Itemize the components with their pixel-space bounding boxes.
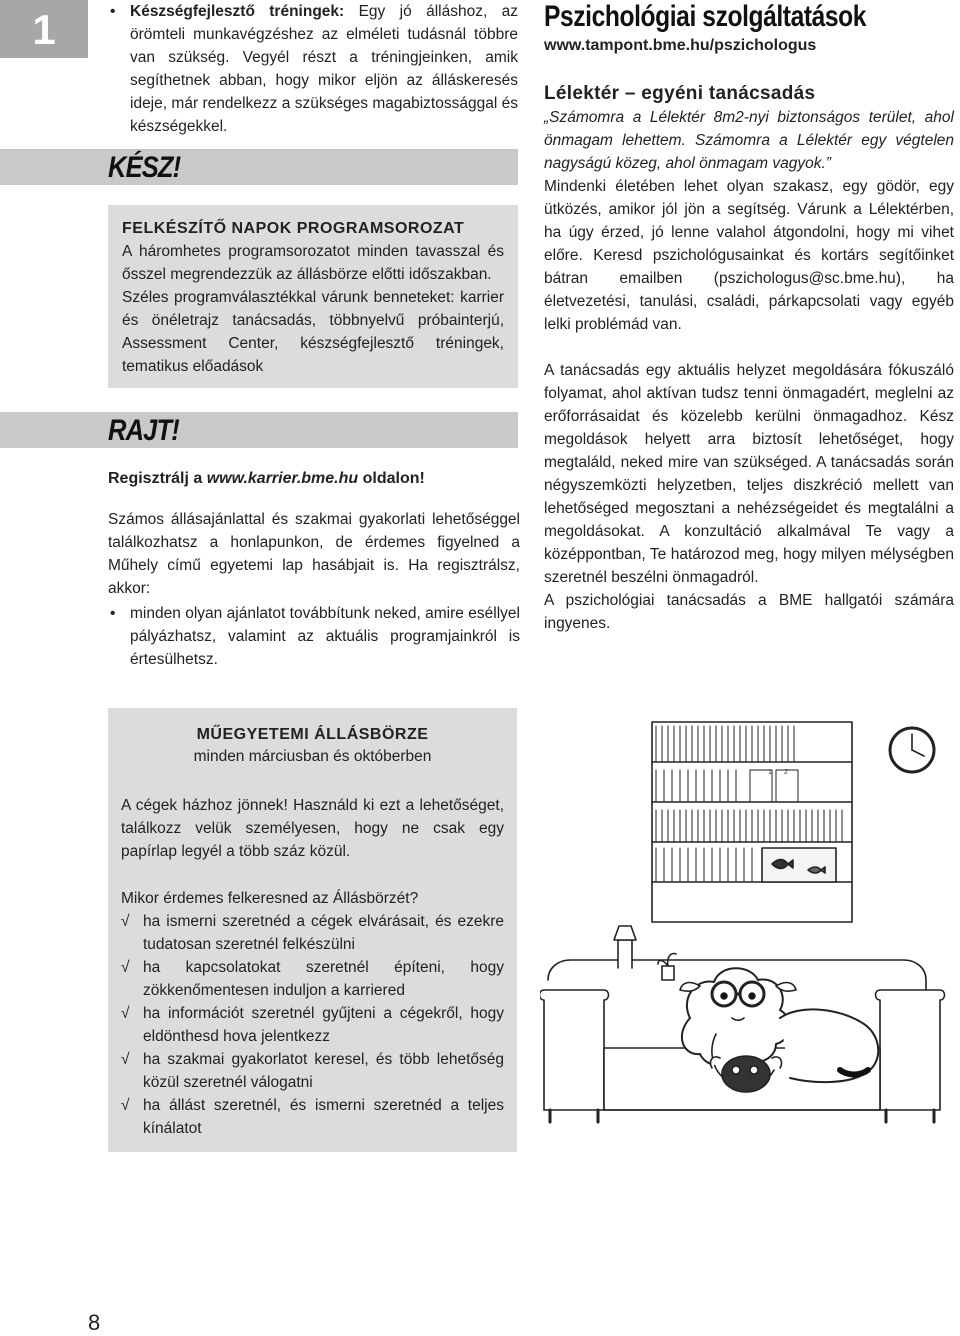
register-pre: Regisztrálj a xyxy=(108,470,207,487)
register-section xyxy=(108,468,520,671)
skills-bullet-text: Egy jó álláshoz, az örömteli munkavégzéshez az elméleti tudásnál többre van szükség. Vegyél részt a tréningjeinken, amik segíthetnek abban, hogy mikor eljön az álláskeresés ideje, már rendelkezz a szükséges magabiztossággal és készségekkel. xyxy=(130,3,518,135)
chapter-tab xyxy=(0,0,88,58)
illustration xyxy=(540,718,950,1158)
start-band xyxy=(0,412,518,448)
chapter-number: 1 xyxy=(32,6,56,53)
psych-quote: „Számomra a Lélektér 8m2-nyi biztonságos terület, ahol önmagam lehettem. Számomra a Lélektér egy végtelen nagyságú közeg, ahol önmagam vagyok.” xyxy=(544,109,954,172)
psych-subtitle: Lélektér – egyéni tanácsadás xyxy=(544,83,816,104)
fish-tank xyxy=(762,848,836,882)
skills-bullet-bold: Készségfejlesztő tréningek: xyxy=(130,3,345,20)
clock-icon xyxy=(890,728,934,772)
fair-item: √ ha szakmai gyakorlatot keresel, és több lehetőség közül szeretnél válogatni xyxy=(121,1048,504,1094)
psych-url[interactable]: www.tampont.bme.hu/pszichologus xyxy=(544,37,817,54)
psych-paragraph-2: A tanácsadás egy aktuális helyzet megoldására fókuszáló folyamat, ahol aktívan tudsz tenni önmagadért, meglelni az erőforrásaidat és közelebb kerülni önmagadhoz. Kész megoldások helyett arra biztosít lehetőséget, hogy megtaláld, neked mire van szükséged. A tanácsadás során négyszemközti helyzetben, teljes diszkréció mellett van lehetőséged megosztani a nehézségeidet és megtalálni a megoldásokat. A konzultáció alkalmával Te vagy a középpontban, Te határozod meg, hogy milyen mélységben szeretnél beszélni önmagadról. xyxy=(544,362,954,586)
register-heading xyxy=(108,468,520,490)
prep-title: FELKÉSZÍTŐ NAPOK PROGRAMSOROZAT xyxy=(122,220,465,237)
fair-item: √ ha kapcsolatokat szeretnél építeni, hogy zökkenőmentesen induljon a karriered xyxy=(121,956,504,1002)
register-post: oldalon! xyxy=(358,470,425,487)
shelf-number: 1 xyxy=(768,769,772,776)
skills-section xyxy=(108,0,518,138)
ready-label: KÉSZ! xyxy=(108,151,181,184)
register-paragraph: Számos állásajánlattal és szakmai gyakorlati lehetőséggel találkozhatsz a honlapunkon, de érdemes figyelned a Műhely című egyetemi lap hasábjait is. Ha regisztrálsz, akkor: xyxy=(108,511,520,597)
register-bullet: • minden olyan ajánlatot továbbítunk neked, amire eséllyel pályázhatsz, valamint az aktuális programjainkról is értesülhetsz. xyxy=(108,602,520,671)
shelf-number: 2 xyxy=(784,769,788,776)
psych-paragraph-1: Mindenki életében lehet olyan szakasz, egy gödör, egy ütközés, amikor jól jön a segítség. Várunk a Lélektérben, ha úgy érzed, jó lenne valahol átgondolni, hogy mi vihet előre. Keresd pszichológusainkat és kortárs segítőinket bátran emailben (pszichologus@sc.bme.hu), ha életvezetési, tanulási, családi, párkapcsolati vagy egyéb lelki problémád van. xyxy=(544,178,954,333)
fair-item: √ ha ismerni szeretnéd a cégek elvárásait, és ezekre tudatosan szeretnél felkészülni xyxy=(121,910,504,956)
psych-section xyxy=(544,0,954,635)
register-link[interactable]: www.karrier.bme.hu xyxy=(206,470,359,487)
page-number: 8 xyxy=(88,1310,101,1335)
fair-title: MŰEGYETEMI ÁLLÁSBÖRZE xyxy=(196,726,429,743)
fair-paragraph: A cégek házhoz jönnek! Használd ki ezt a lehetőséget, találkozz velük személyesen, hogy ne csak egy papírlap legyél a több száz közül. xyxy=(121,797,504,860)
fair-item: √ ha állást szeretnél, és ismerni szeretnéd a teljes kínálatot xyxy=(121,1094,504,1140)
start-label: RAJT! xyxy=(108,414,179,447)
prep-box xyxy=(108,205,518,388)
fair-question: Mikor érdemes felkeresned az Állásbörzét? xyxy=(121,890,419,907)
prep-paragraph-1: A háromhetes programsorozatot minden tavasszal és ősszel megrendezzük az állásbörze előtti időszakban. xyxy=(122,243,504,283)
fair-subtitle: minden márciusban és októberben xyxy=(193,748,432,765)
ready-band xyxy=(0,149,518,185)
skills-bullet xyxy=(108,0,518,138)
fair-list xyxy=(121,910,504,1140)
prep-paragraph-2: Széles programválasztékkal várunk benneteket: karrier és önéletrajz tanácsadás, többnyelvű próbainterjú, Assessment Center, készségfejlesztő tréningek, tematikus előadások xyxy=(122,289,504,375)
psych-paragraph-3: A pszichológiai tanácsadás a BME hallgatói számára ingyenes. xyxy=(544,592,954,632)
fair-box xyxy=(108,708,517,1152)
bookshelf xyxy=(652,722,852,922)
lamp xyxy=(614,926,636,968)
psych-title: Pszichológiai szolgáltatások xyxy=(544,0,867,33)
fair-item: √ ha információt szeretnél gyűjteni a cégekről, hogy eldönthesd hova jelentkezz xyxy=(121,1002,504,1048)
